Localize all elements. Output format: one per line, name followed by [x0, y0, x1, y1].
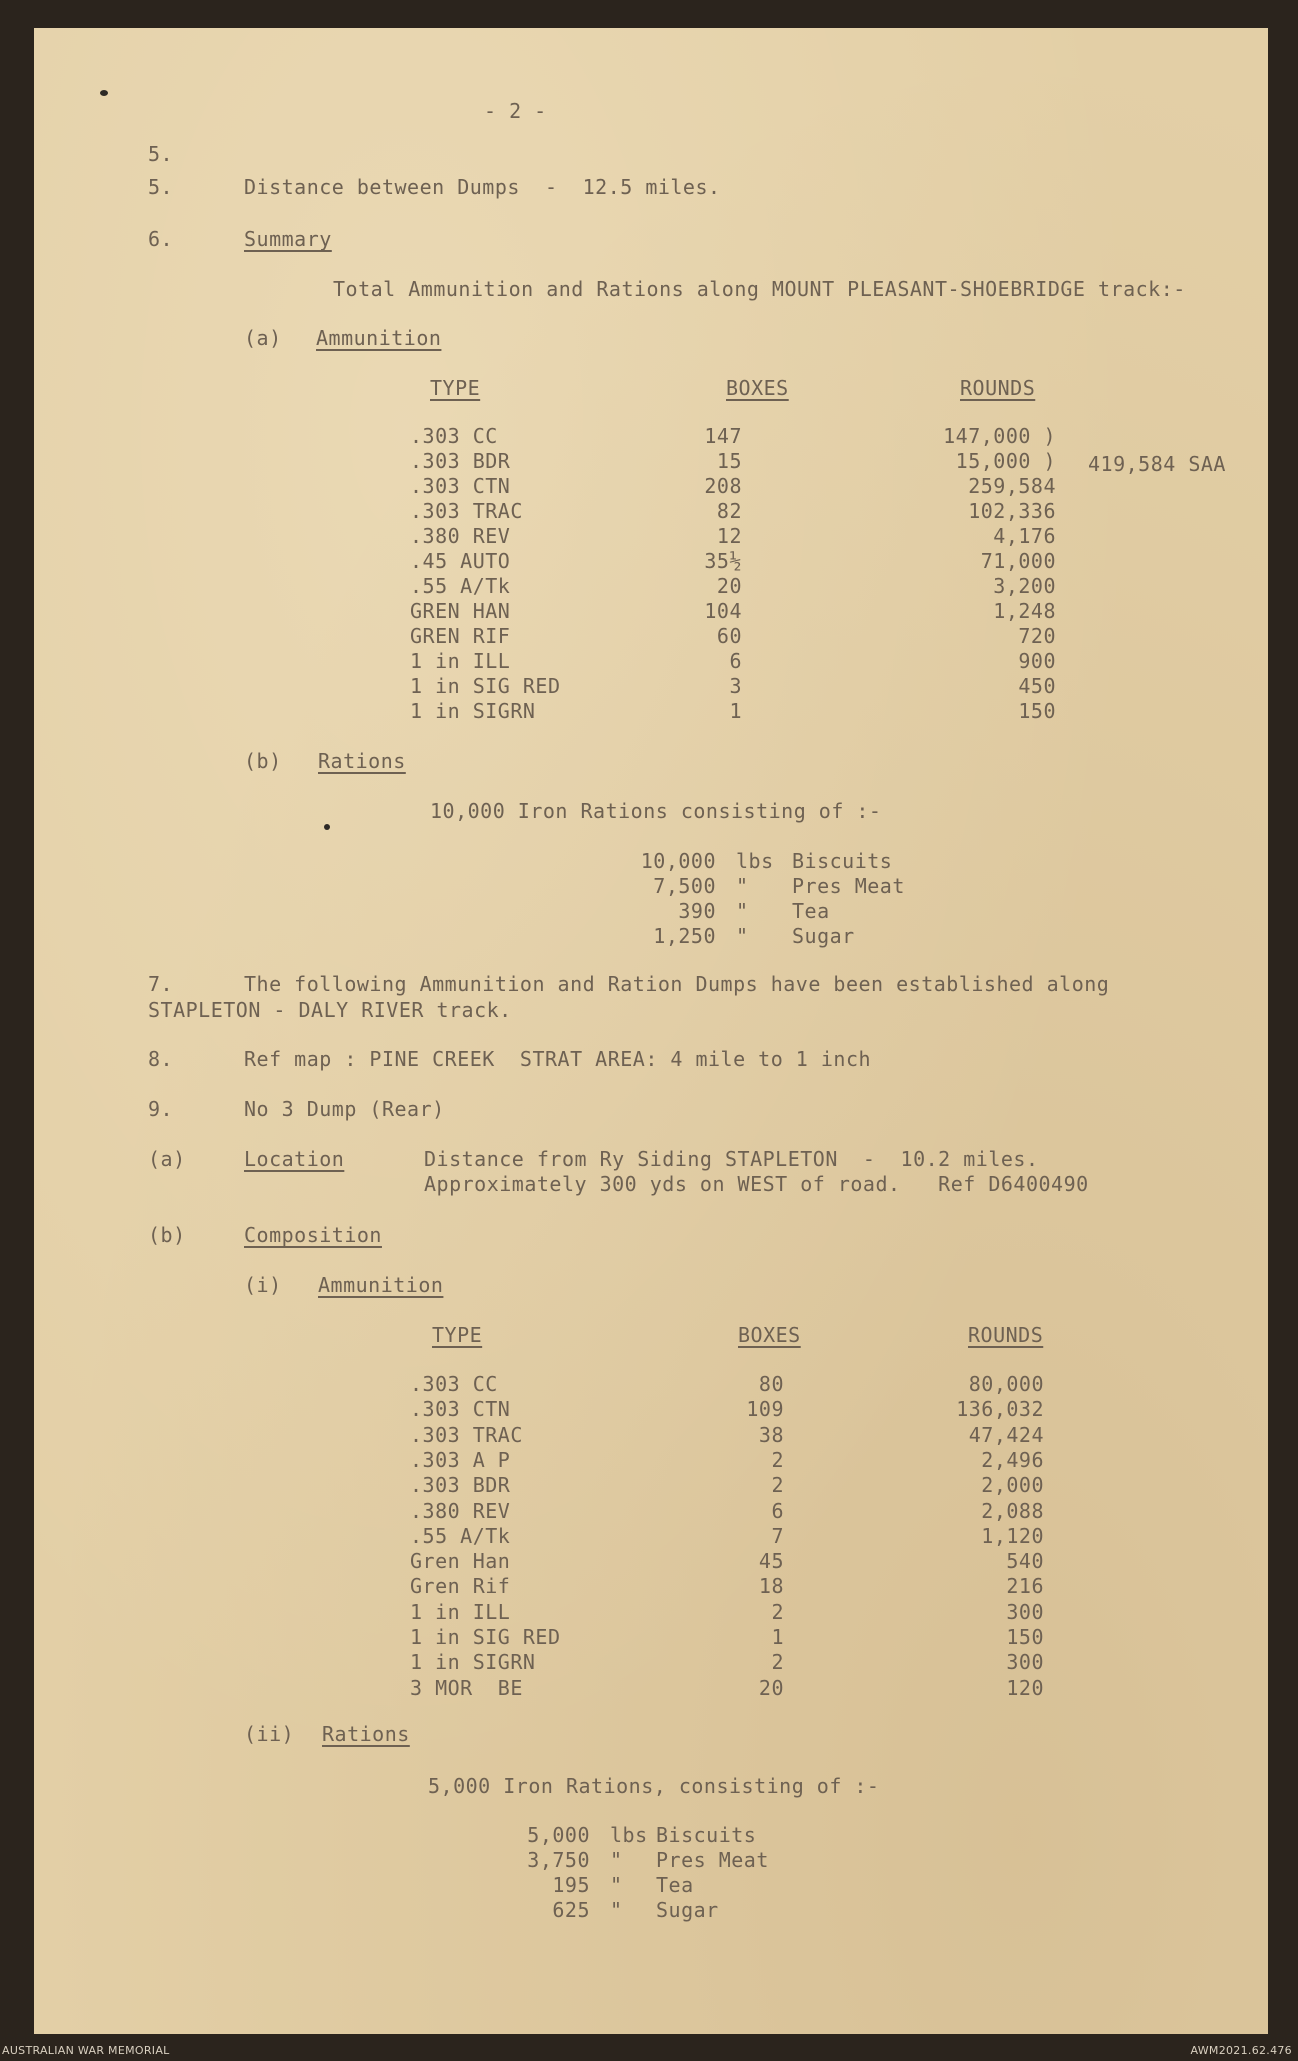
- ration-item: Tea: [792, 899, 830, 923]
- ammo-type: Gren Rif: [410, 1574, 511, 1599]
- ammo-type: .55 A/Tk: [410, 1523, 511, 1548]
- ammo-type: 3 MOR BE: [410, 1675, 523, 1700]
- ammo-type: 1 in SIG RED: [410, 674, 561, 698]
- ammo-rounds: 47,424: [968, 1422, 1044, 1447]
- ammo-boxes: 12: [716, 524, 742, 548]
- ration-qty: 5,000: [527, 1823, 590, 1847]
- ration-item: Sugar: [792, 924, 855, 948]
- ammo-rounds: 300: [1006, 1599, 1044, 1624]
- sub-ii-title: Rations: [322, 1722, 410, 1746]
- ammo-type: .45 AUTO: [410, 549, 511, 573]
- ammo-type: GREN HAN: [410, 599, 511, 623]
- item-5b-number: 5.: [148, 175, 174, 199]
- section-a-label: (a): [244, 326, 282, 350]
- ammo-boxes: 38: [758, 1422, 784, 1447]
- ration-qty: 1,250: [653, 924, 716, 948]
- ammo-rounds: 4,176: [993, 524, 1056, 548]
- ammo-type: .303 TRAC: [410, 1422, 523, 1447]
- ammo-boxes: 82: [716, 499, 742, 523]
- ammo-rounds: 102,336: [968, 499, 1056, 523]
- ammo-rounds: 147,000 ): [943, 424, 1056, 448]
- ammo-type: 1 in SIGRN: [410, 699, 536, 723]
- ammo1-type-header: TYPE: [430, 376, 481, 400]
- ammo-boxes: 15: [716, 449, 742, 473]
- ammo-boxes: 109: [746, 1397, 784, 1422]
- ammo-type: .303 BDR: [410, 1473, 511, 1498]
- ration-unit: ": [610, 1873, 623, 1897]
- ammo-type: .303 CTN: [410, 1397, 511, 1422]
- ammo-boxes: 147: [704, 424, 742, 448]
- ammo-boxes: 60: [716, 624, 742, 648]
- ammo-boxes: 20: [716, 574, 742, 598]
- section-b-label: (b): [244, 749, 282, 773]
- ammo-rounds: 2,496: [981, 1447, 1044, 1472]
- ammo-rounds: 1,248: [993, 599, 1056, 623]
- ration-item: Tea: [656, 1873, 694, 1897]
- ration-unit: ": [610, 1898, 623, 1922]
- ammo-rounds: 540: [1006, 1549, 1044, 1574]
- ration-qty: 195: [552, 1873, 590, 1897]
- ammo-type: 1 in ILL: [410, 1599, 511, 1624]
- ammo-type: .55 A/Tk: [410, 574, 511, 598]
- ration-qty: 390: [678, 899, 716, 923]
- ammo-rounds: 3,200: [993, 574, 1056, 598]
- location-line-2: Approximately 300 yds on WEST of road. Ref D6400490: [424, 1172, 1089, 1196]
- ammo-boxes: 3: [729, 674, 742, 698]
- ammo-rounds: 2,088: [981, 1498, 1044, 1523]
- composition-title: Composition: [244, 1223, 382, 1247]
- ration-item: Biscuits: [656, 1823, 757, 1847]
- ammo-boxes: 6: [771, 1498, 784, 1523]
- ammo-rounds: 71,000: [980, 549, 1056, 573]
- rations1-line: 10,000 Iron Rations consisting of :-: [430, 799, 882, 823]
- ammo-boxes: 35½: [704, 549, 742, 573]
- ammo-rounds: 80,000: [968, 1372, 1044, 1396]
- ammo-rounds: 136,032: [956, 1397, 1044, 1422]
- ration-item: Pres Meat: [792, 874, 905, 898]
- ration-qty: 10,000: [640, 849, 716, 873]
- ammo-boxes: 2: [771, 1473, 784, 1498]
- ammo1-total: 419,584 SAA: [1088, 452, 1226, 476]
- item-9-text: No 3 Dump (Rear): [244, 1097, 445, 1121]
- ammo-rounds: 720: [1018, 624, 1056, 648]
- ammo-boxes: 6: [729, 649, 742, 673]
- document-page: [34, 28, 1268, 2034]
- ration-item: Biscuits: [792, 849, 893, 873]
- ammo-type: Gren Han: [410, 1549, 511, 1574]
- ammo-rounds: 259,584: [968, 474, 1056, 498]
- sub-i-title: Ammunition: [318, 1273, 444, 1297]
- sub-ii-label: (ii): [244, 1722, 295, 1746]
- ammo-type: .303 BDR: [410, 449, 511, 473]
- ammo-rounds: 900: [1018, 649, 1056, 673]
- item-7-line-2: STAPLETON - DALY RIVER track.: [148, 998, 512, 1022]
- ink-dot: [324, 824, 330, 830]
- ammo-rounds: 150: [1006, 1625, 1044, 1649]
- ration-item: Pres Meat: [656, 1848, 769, 1872]
- ammo-type: .303 CC: [410, 1372, 498, 1396]
- ammo2-rounds-header: ROUNDS: [968, 1323, 1044, 1347]
- rations2-line: 5,000 Iron Rations, consisting of :-: [428, 1774, 880, 1798]
- ammo-rounds: 450: [1018, 674, 1056, 698]
- page-number: - 2 -: [484, 99, 547, 123]
- ink-mark: [100, 90, 108, 96]
- summary-line: Total Ammunition and Rations along MOUNT PLEASANT-SHOEBRIDGE track:-: [333, 277, 1186, 301]
- item-8-text: Ref map : PINE CREEK STRAT AREA: 4 mile to 1 inch: [244, 1047, 872, 1071]
- ration-unit: lbs: [610, 1823, 648, 1847]
- ammo-boxes: 20: [758, 1675, 784, 1700]
- ammo-rounds: 150: [1018, 699, 1056, 723]
- ammo1-rounds-header: ROUNDS: [960, 376, 1036, 400]
- location-title: Location: [244, 1147, 345, 1171]
- footer-right: AWM2021.62.476: [1190, 2044, 1292, 2057]
- ammo-type: .380 REV: [410, 1498, 511, 1523]
- ammo2-type-header: TYPE: [432, 1323, 483, 1347]
- item-6-number: 6.: [148, 227, 174, 251]
- ammo-boxes: 2: [771, 1447, 784, 1472]
- composition-label: (b): [148, 1223, 186, 1247]
- dump-distance: Distance between Dumps - 12.5 miles.: [244, 175, 721, 199]
- ration-qty: 7,500: [653, 874, 716, 898]
- ammo-boxes: 7: [771, 1523, 784, 1548]
- ammo-type: 1 in SIG RED: [410, 1625, 561, 1649]
- ration-qty: 625: [552, 1898, 590, 1922]
- ammo-type: 1 in SIGRN: [410, 1650, 536, 1675]
- ammo-boxes: 1: [729, 699, 742, 723]
- ammo-rounds: 2,000: [981, 1473, 1044, 1498]
- ammo-boxes: 1: [771, 1625, 784, 1649]
- ammo-boxes: 2: [771, 1599, 784, 1624]
- footer-left: AUSTRALIAN WAR MEMORIAL: [2, 2044, 170, 2057]
- ammo2-boxes-header: BOXES: [738, 1323, 801, 1347]
- item-9-number: 9.: [148, 1097, 174, 1121]
- ammo-boxes: 104: [704, 599, 742, 623]
- item-5-number: 5.: [148, 142, 174, 166]
- item-7-line-1: The following Ammunition and Ration Dumps have been established along: [244, 972, 1110, 996]
- sub-i-label: (i): [244, 1273, 282, 1297]
- ammo-type: .380 REV: [410, 524, 511, 548]
- ammo-boxes: 18: [758, 1574, 784, 1599]
- ammo1-boxes-header: BOXES: [726, 376, 789, 400]
- ration-unit: lbs: [736, 849, 774, 873]
- ration-unit: ": [736, 874, 749, 898]
- ammo-rounds: 216: [1006, 1574, 1044, 1599]
- ration-unit: ": [610, 1848, 623, 1872]
- ammo-rounds: 1,120: [981, 1523, 1044, 1548]
- location-label: (a): [148, 1147, 186, 1171]
- ammo-type: GREN RIF: [410, 624, 511, 648]
- ammo-rounds: 300: [1006, 1650, 1044, 1675]
- ammo-rounds: 15,000 ): [955, 449, 1056, 473]
- ration-item: Sugar: [656, 1898, 719, 1922]
- ration-unit: ": [736, 924, 749, 948]
- section-a-title: Ammunition: [316, 326, 442, 350]
- ammo-boxes: 80: [758, 1372, 784, 1396]
- ammo-boxes: 45: [758, 1549, 784, 1574]
- summary-heading: Summary: [244, 227, 332, 251]
- section-b-title: Rations: [318, 749, 406, 773]
- ammo-rounds: 120: [1006, 1675, 1044, 1700]
- ammo-boxes: 208: [704, 474, 742, 498]
- ammo-type: .303 TRAC: [410, 499, 523, 523]
- ration-qty: 3,750: [527, 1848, 590, 1872]
- ammo-type: .303 CTN: [410, 474, 511, 498]
- ammo-boxes: 2: [771, 1650, 784, 1675]
- ration-unit: ": [736, 899, 749, 923]
- item-8-number: 8.: [148, 1047, 174, 1071]
- location-line-1: Distance from Ry Siding STAPLETON - 10.2 miles.: [424, 1147, 1039, 1171]
- ammo-type: .303 CC: [410, 424, 498, 448]
- ammo-type: 1 in ILL: [410, 649, 511, 673]
- ammo-type: .303 A P: [410, 1447, 511, 1472]
- item-7-number: 7.: [148, 972, 174, 996]
